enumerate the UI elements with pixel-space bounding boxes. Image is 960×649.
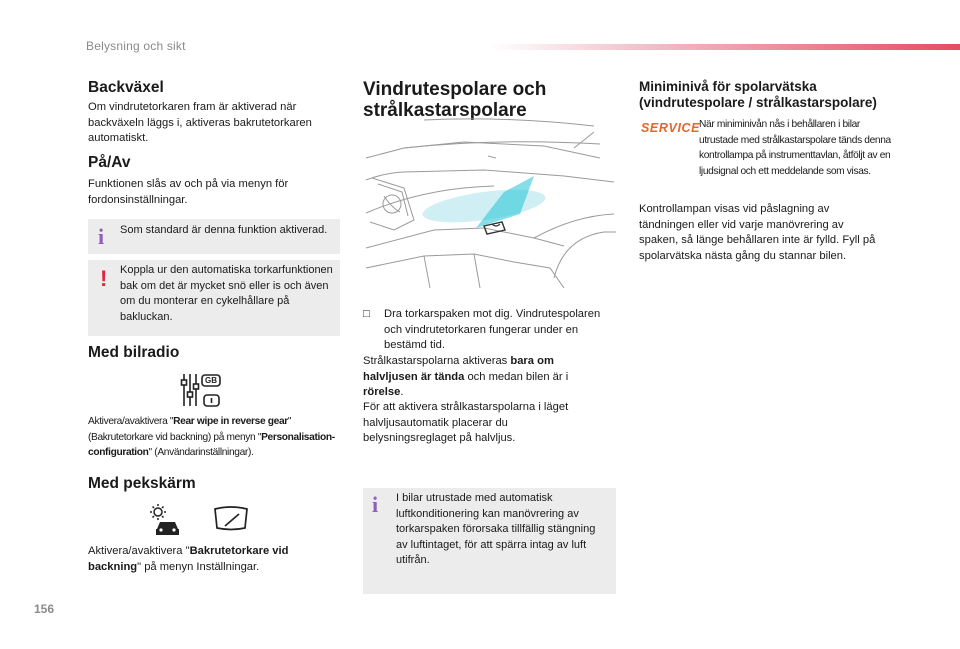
car-front-illustration bbox=[364, 118, 616, 288]
gb-badge: GB bbox=[205, 376, 217, 385]
info-icon: i bbox=[372, 492, 379, 517]
rear-wiper-icon bbox=[213, 506, 249, 532]
info-box-text: Som standard är denna funktion aktiverad. bbox=[120, 224, 328, 236]
text-min-level: Kontrollampan visas vid påslagning av tändningen eller vid varje manövrering av spaken, så länge behållaren inte är fylld. Fyll på spolarvätska nästa gång du stannar bilen. bbox=[639, 203, 876, 262]
text-onoff: Funktionen slås av och på via menyn för fordonsinställningar. bbox=[88, 178, 289, 206]
text-touch: Aktivera/avaktivera "Bakrutetorkare vid backning" på menyn Inställningar. bbox=[88, 545, 289, 573]
section-header: Belysning och sikt bbox=[86, 39, 186, 53]
bullet-icon: □ bbox=[363, 308, 370, 320]
info-box-default bbox=[88, 219, 340, 254]
car-settings-icon bbox=[148, 502, 184, 538]
text-bullet: Dra torkarspaken mot dig. Vindrutespolaren och vindrutetorkaren fungerar under en bestämd tid. bbox=[384, 308, 601, 352]
text-reverse: Om vindrutetorkaren fram är aktiverad när backväxeln läggs i, aktiveras bakrutetorkaren automatiskt. bbox=[88, 101, 312, 145]
text-headlamp-auto: För att aktivera strålkastarspolarna i läget halvljusautomatik placerar du belysningsreglaget på halvljus. bbox=[363, 401, 569, 445]
page-number: 156 bbox=[34, 602, 55, 616]
radio-settings-icon bbox=[180, 372, 222, 410]
info-box-aircon bbox=[363, 488, 616, 594]
warning-box bbox=[88, 260, 340, 336]
heading-onoff: På/Av bbox=[88, 154, 131, 171]
heading-washers: Vindrutespolare och strålkastarspolare bbox=[363, 79, 547, 121]
text-headlamp-washers: Strålkastarspolarna aktiveras bara om halvljusen är tända och medan bilen är i rörelse. bbox=[363, 355, 569, 399]
warning-icon: ! bbox=[100, 266, 108, 291]
service-warning-icon: SERVICE bbox=[641, 121, 701, 135]
heading-touch: Med pekskärm bbox=[88, 475, 196, 492]
heading-min-level: Miniminivå för spolarvätska (vindrutespolare / strålkastarspolare) bbox=[639, 79, 877, 110]
heading-reverse: Backväxel bbox=[88, 79, 164, 96]
warning-box-text: Koppla ur den automatiska torkarfunktionen bak om det är mycket snö eller is och även om du monterar en cykelhållare på bakluckan. bbox=[120, 264, 333, 323]
heading-radio: Med bilradio bbox=[88, 344, 180, 361]
header-accent-bar bbox=[490, 44, 960, 50]
text-service: När miniminivån nås i behållaren i bilar utrustade med strålkastarspolare tänds denna kontrollampa på instrumenttavlan, åtföljt av en ljudsignal och ett meddelande som visas. bbox=[699, 119, 891, 177]
text-radio: Aktivera/avaktivera "Rear wipe in reverse gear" (Bakrutetorkare vid backning) på menyn "Personalisation-configuration" (Användarinställningar). bbox=[88, 416, 335, 459]
info-box-aircon-text: I bilar utrustade med automatisk luftkonditionering kan manövrering av torkarspaken förorsaka tillfällig stängning av luftintaget, för att spärra intag av luft utifrån. bbox=[396, 492, 596, 567]
info-icon: i bbox=[98, 224, 105, 249]
